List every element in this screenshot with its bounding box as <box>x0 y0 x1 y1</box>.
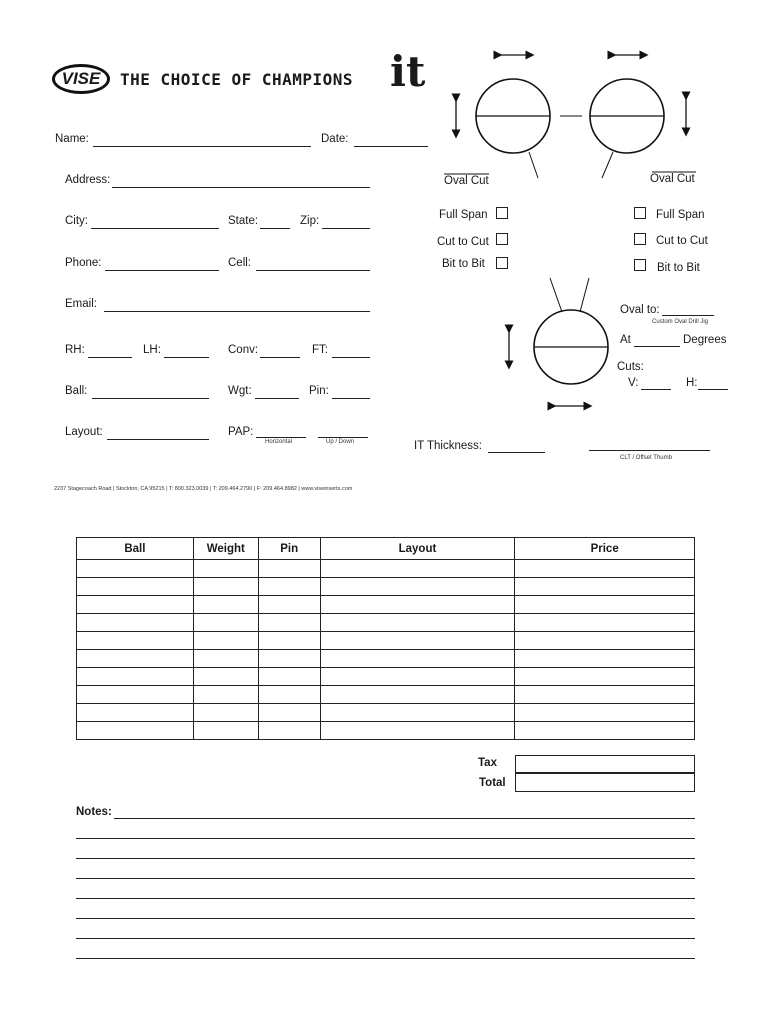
full-span-left-checkbox[interactable] <box>496 207 508 219</box>
date-label: Date: <box>321 133 349 145</box>
clt-offset-caption: CLT / Offset Thumb <box>620 455 672 461</box>
table-row <box>77 596 695 614</box>
degrees-field[interactable] <box>634 346 680 347</box>
table-cell[interactable] <box>193 614 258 632</box>
it-thickness-field[interactable] <box>488 452 545 453</box>
oval-cut-left: Oval Cut <box>444 175 489 187</box>
table-cell[interactable] <box>77 722 194 740</box>
table-cell[interactable] <box>193 722 258 740</box>
custom-jig-caption: Custom Oval Drill Jig <box>652 319 709 325</box>
table-row <box>77 560 695 578</box>
v-field[interactable] <box>641 389 671 390</box>
notes-line[interactable] <box>76 878 695 879</box>
notes-line[interactable] <box>76 918 695 919</box>
pap-horizontal-caption: Horizontal <box>265 439 293 445</box>
table-cell[interactable] <box>258 704 320 722</box>
table-cell[interactable] <box>193 704 258 722</box>
table-cell[interactable] <box>320 704 515 722</box>
table-cell[interactable] <box>320 560 515 578</box>
pap-updown-caption: Up / Down <box>326 439 355 445</box>
cut-to-cut-right-checkbox[interactable] <box>634 233 646 245</box>
state-label: State: <box>228 215 259 227</box>
table-cell[interactable] <box>193 560 258 578</box>
it-logo: it <box>390 47 426 96</box>
table-cell[interactable] <box>320 722 515 740</box>
cut-to-cut-left-label: Cut to Cut <box>437 236 489 248</box>
table-cell[interactable] <box>193 686 258 704</box>
notes-line[interactable] <box>114 818 695 819</box>
header-layout: Layout <box>320 538 515 560</box>
wgt-label: Wgt: <box>228 385 252 397</box>
bit-to-bit-right-label: Bit to Bit <box>657 262 700 274</box>
table-cell[interactable] <box>515 704 695 722</box>
cut-to-cut-right-label: Cut to Cut <box>656 235 708 247</box>
tagline: THE CHOICE OF CHAMPIONS <box>120 70 354 89</box>
full-span-left-label: Full Span <box>439 209 488 221</box>
table-cell[interactable] <box>77 650 194 668</box>
table-cell[interactable] <box>515 668 695 686</box>
notes-line[interactable] <box>76 858 695 859</box>
bit-to-bit-left-checkbox[interactable] <box>496 257 508 269</box>
table-cell[interactable] <box>515 560 695 578</box>
total-label: Total <box>479 777 506 789</box>
total-field[interactable] <box>515 773 695 792</box>
table-cell[interactable] <box>320 596 515 614</box>
header-pin: Pin <box>258 538 320 560</box>
table-cell[interactable] <box>515 614 695 632</box>
table-cell[interactable] <box>515 632 695 650</box>
table-cell[interactable] <box>77 686 194 704</box>
layout-label: Layout: <box>65 426 103 438</box>
table-cell[interactable] <box>193 578 258 596</box>
table-cell[interactable] <box>320 632 515 650</box>
oval-cut-right: Oval Cut <box>650 173 695 185</box>
table-cell[interactable] <box>193 650 258 668</box>
table-header-row <box>77 538 695 560</box>
table-cell[interactable] <box>515 722 695 740</box>
table-row <box>77 686 695 704</box>
table-cell[interactable] <box>258 722 320 740</box>
header-ball: Ball <box>77 538 194 560</box>
vise-logo: VISE <box>52 64 110 94</box>
full-span-right-label: Full Span <box>656 209 705 221</box>
cut-to-cut-left-checkbox[interactable] <box>496 233 508 245</box>
table-cell[interactable] <box>193 668 258 686</box>
phone-label: Phone: <box>65 257 102 269</box>
rh-label: RH: <box>65 344 85 356</box>
h-label: H: <box>686 377 698 389</box>
table-row <box>77 578 695 596</box>
clt-offset-field[interactable] <box>589 450 710 451</box>
ball-label: Ball: <box>65 385 88 397</box>
table-cell[interactable] <box>77 668 194 686</box>
h-field[interactable] <box>698 389 728 390</box>
email-label: Email: <box>65 298 97 310</box>
table-cell[interactable] <box>193 596 258 614</box>
header-price: Price <box>515 538 695 560</box>
table-cell[interactable] <box>320 686 515 704</box>
notes-line[interactable] <box>76 838 695 839</box>
degrees-label: Degrees <box>683 334 727 346</box>
oval-to-field[interactable] <box>662 315 714 316</box>
table-cell[interactable] <box>258 686 320 704</box>
tax-label: Tax <box>478 757 497 769</box>
table-cell[interactable] <box>77 578 194 596</box>
bit-to-bit-right-checkbox[interactable] <box>634 259 646 271</box>
order-table <box>76 537 695 740</box>
full-span-right-checkbox[interactable] <box>634 207 646 219</box>
table-cell[interactable] <box>320 578 515 596</box>
notes-line[interactable] <box>76 898 695 899</box>
table-cell[interactable] <box>77 632 194 650</box>
table-row <box>77 668 695 686</box>
table-row <box>77 650 695 668</box>
table-cell[interactable] <box>258 668 320 686</box>
oval-to-label: Oval to: <box>620 304 660 316</box>
table-row <box>77 704 695 722</box>
notes-line[interactable] <box>76 958 695 959</box>
table-cell[interactable] <box>258 596 320 614</box>
cuts-label: Cuts: <box>617 361 644 373</box>
pin-label: Pin: <box>309 385 329 397</box>
table-row <box>77 632 695 650</box>
table-cell[interactable] <box>258 614 320 632</box>
notes-line[interactable] <box>76 938 695 939</box>
table-cell[interactable] <box>515 650 695 668</box>
header-weight: Weight <box>193 538 258 560</box>
company-address: 2237 Stagecoach Road | Stockton, CA 95215 | T: 800.323.0039 | T: 209.464.2790 | F: 209.464.8982 | www.viseinserts.com <box>54 486 353 492</box>
table-cell[interactable] <box>258 650 320 668</box>
table-cell[interactable] <box>77 596 194 614</box>
table-row <box>77 614 695 632</box>
table-cell[interactable] <box>77 614 194 632</box>
lh-label: LH: <box>143 344 161 356</box>
table-row <box>77 722 695 740</box>
drill-diagram <box>0 0 770 480</box>
table-cell[interactable] <box>515 596 695 614</box>
bit-to-bit-left-label: Bit to Bit <box>442 258 485 270</box>
ft-label: FT: <box>312 344 328 356</box>
table-cell[interactable] <box>320 650 515 668</box>
table-cell[interactable] <box>258 578 320 596</box>
cell-label: Cell: <box>228 257 252 269</box>
city-label: City: <box>65 215 88 227</box>
table-cell[interactable] <box>515 578 695 596</box>
table-cell[interactable] <box>77 560 194 578</box>
it-thickness-label: IT Thickness: <box>414 440 482 452</box>
address-label: Address: <box>65 174 111 186</box>
notes-label: Notes: <box>76 806 112 818</box>
tax-field[interactable] <box>515 755 695 773</box>
zip-label: Zip: <box>300 215 320 227</box>
table-cell[interactable] <box>320 614 515 632</box>
table-cell[interactable] <box>258 632 320 650</box>
table-cell[interactable] <box>77 704 194 722</box>
table-cell[interactable] <box>258 560 320 578</box>
conv-label: Conv: <box>228 344 259 356</box>
pap-label: PAP: <box>228 426 254 438</box>
name-label: Name: <box>55 133 89 145</box>
table-cell[interactable] <box>515 686 695 704</box>
at-label: At <box>620 334 631 346</box>
v-label: V: <box>628 377 639 389</box>
table-cell[interactable] <box>320 668 515 686</box>
table-cell[interactable] <box>193 632 258 650</box>
